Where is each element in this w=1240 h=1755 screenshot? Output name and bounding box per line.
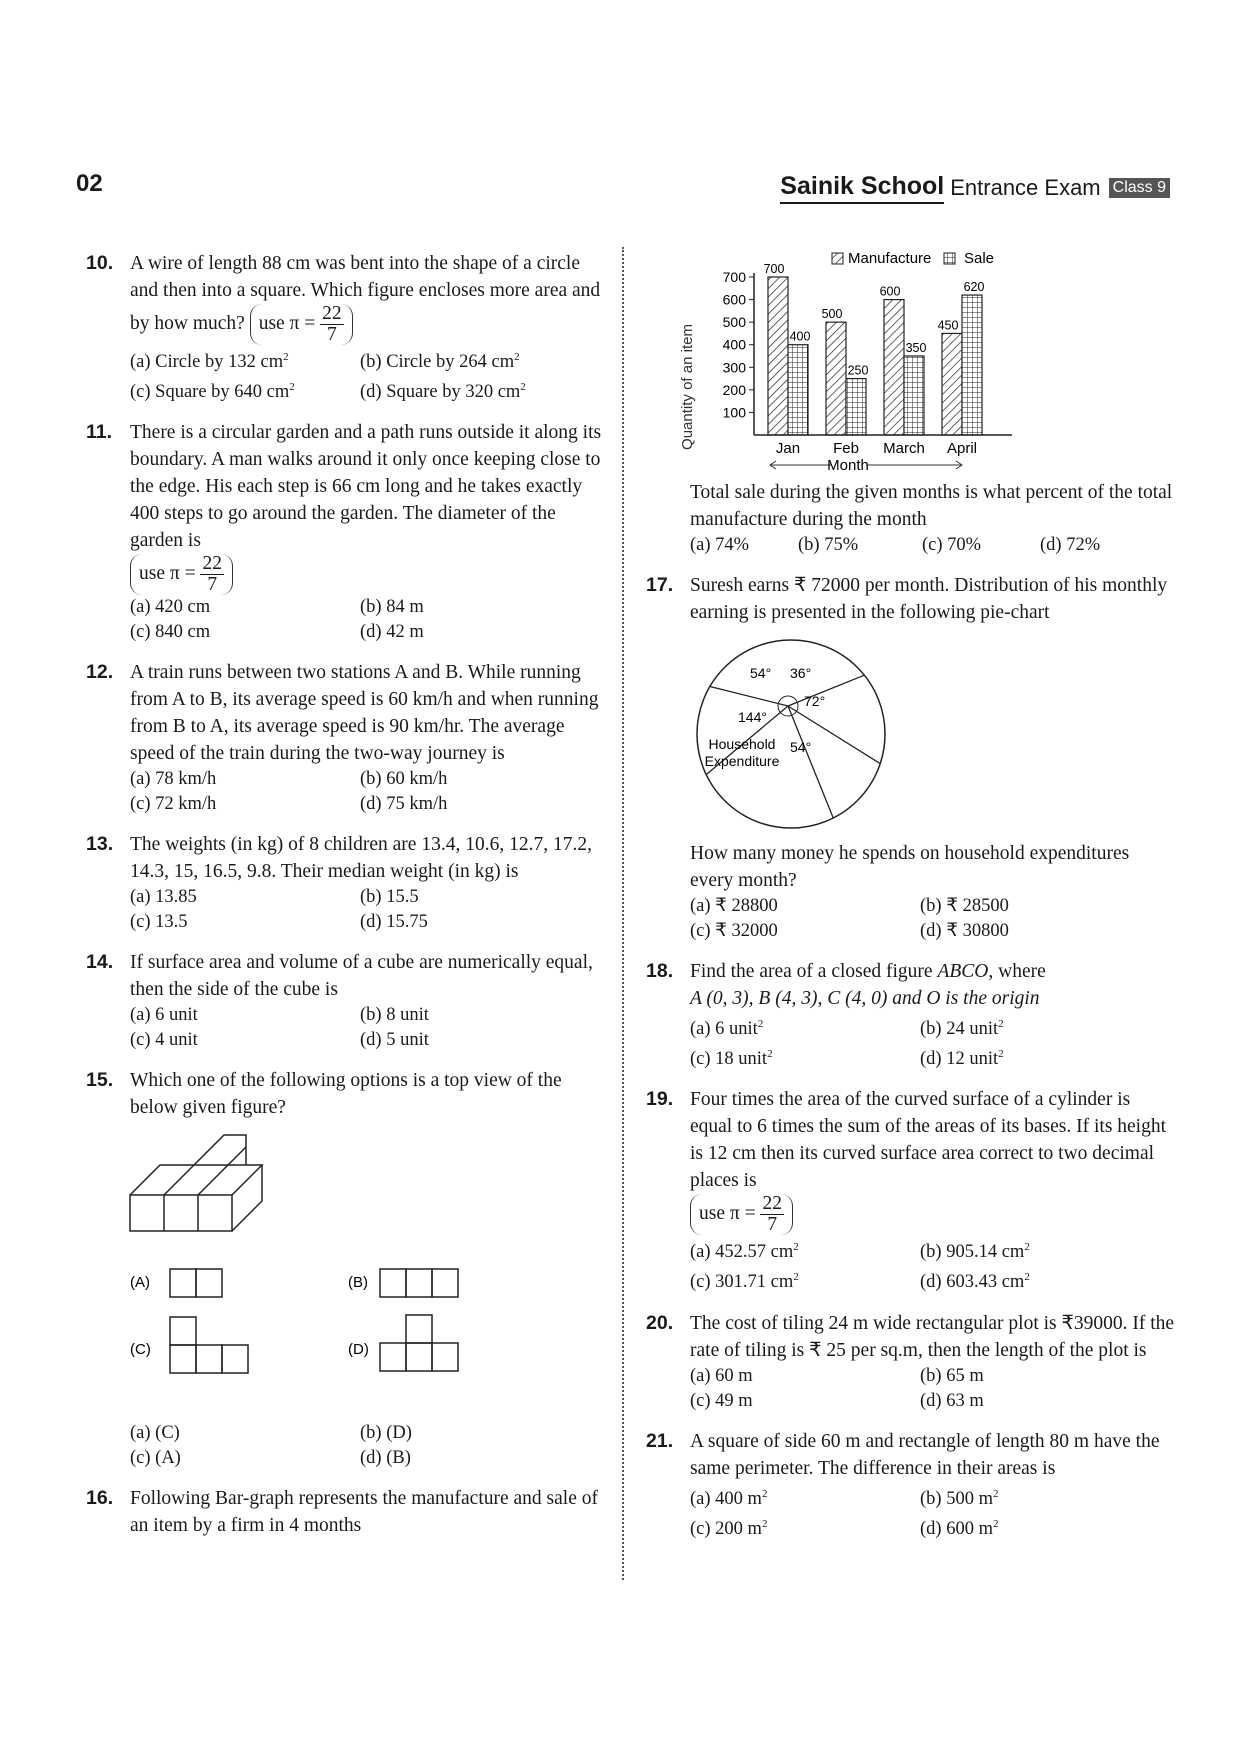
option-b: (b) ₹ 28500 (920, 896, 1009, 916)
question-text: Following Bar-graph represents the manufacture and sale of an item by a firm in 4 months (130, 1488, 598, 1537)
superscript: 2 (1024, 1241, 1030, 1254)
question-16 (86, 1485, 606, 1539)
data-label: 250 (847, 363, 869, 378)
legend-sale: Sale (964, 250, 995, 267)
bar-sale-april (962, 295, 982, 435)
y-tick-label: 300 (722, 359, 746, 376)
bar-sale-feb (846, 379, 866, 435)
pie-chart (686, 634, 916, 834)
running-header (780, 172, 1170, 204)
pi-label: use π = (699, 1203, 756, 1225)
option-label-b: (B) (348, 1274, 368, 1292)
option-a: (a) 74% (690, 535, 750, 555)
option-c: (c) ₹ 32000 (690, 921, 778, 941)
options (130, 1421, 606, 1471)
pi-hint (130, 554, 233, 595)
superscript: 2 (289, 381, 295, 394)
option-text: (a) Circle by 132 cm (130, 352, 284, 373)
option-c (690, 1265, 920, 1295)
bar-manufacture-march (884, 300, 904, 435)
pie-slice-boundary (788, 706, 833, 818)
option-figure-a (170, 1269, 222, 1297)
option-b (920, 1235, 1150, 1265)
superscript: 2 (757, 1018, 764, 1030)
figure-name: ABCO (937, 961, 989, 982)
legend-swatch-manufacture (832, 253, 843, 264)
header-class-badge: Class 9 (1109, 178, 1170, 198)
question-number: 11. (86, 421, 113, 444)
options (130, 595, 606, 645)
top-view-figure (120, 1121, 600, 1421)
page-number: 02 (76, 170, 103, 197)
option-d: (d) 72% (1040, 535, 1101, 555)
slice-label-household: Household (708, 736, 776, 752)
question-number: 18. (646, 960, 674, 982)
options (690, 1235, 1176, 1295)
data-label: 600 (879, 284, 901, 299)
superscript: 2 (520, 381, 526, 394)
superscript: 2 (283, 351, 289, 363)
option-figure-c (170, 1317, 248, 1373)
option-d: (d) 63 m (920, 1390, 984, 1411)
option-text: (c) 18 unit (690, 1049, 768, 1070)
x-tick-label: Feb (833, 440, 859, 457)
pie-slice-boundary (710, 687, 788, 706)
pi-fraction (760, 1194, 784, 1235)
question-text: The weights (in kg) of 8 children are 13.4, 10.6, 12.7, 17.2, 14.3, 15, 16.5, 9.8. Their median weight (in kg) is (130, 834, 592, 883)
options (690, 1364, 1176, 1414)
angle-label-54-bottom: 54° (790, 739, 812, 755)
y-tick-label: 100 (722, 404, 746, 421)
fraction-denominator: 7 (207, 574, 218, 596)
pi-fraction (320, 304, 344, 345)
question-13 (86, 831, 606, 935)
option-a (690, 1482, 920, 1512)
right-column (646, 247, 1176, 1556)
option-a: (a) 13.85 (130, 887, 197, 908)
question-20 (646, 1310, 1176, 1414)
y-tick-label: 600 (722, 291, 746, 308)
question-number: 16. (86, 1487, 114, 1510)
question-number: 20. (646, 1311, 674, 1334)
option-a: (a) 420 cm (130, 597, 211, 618)
option-text: (a) 6 unit (690, 1019, 758, 1040)
y-tick-label: 400 (722, 336, 746, 353)
option-text: (d) 12 unit (920, 1049, 999, 1070)
option-b: (b) 75% (798, 535, 859, 555)
question-number: 15. (86, 1069, 114, 1092)
data-label: 500 (821, 307, 843, 322)
option-a: (a) 78 km/h (130, 769, 217, 790)
bar-manufacture-jan (768, 277, 788, 435)
options (690, 1482, 1176, 1542)
superscript: 2 (761, 1517, 768, 1530)
question-19 (646, 1086, 1176, 1295)
question-text: There is a circular garden and a path runs outside it along its boundary. A man walks around it only once keeping close to the edge. His each step is 66 cm long and he takes exactly 400 steps to go around the garden. The diameter of the garden is (130, 422, 602, 552)
option-b: (b) 84 m (360, 597, 424, 618)
legend-swatch-sale (944, 253, 955, 264)
left-column (86, 250, 606, 1553)
y-axis-label: Quantity of an item (679, 324, 696, 450)
data-label: 450 (937, 318, 959, 333)
option-text: (a) 452.57 cm (690, 1242, 794, 1263)
option-b (360, 345, 590, 375)
question-text: A square of side 60 m and rectangle of length 80 m have the same perimeter. The difference in their areas is (690, 1430, 1160, 1479)
isometric-block-figure (130, 1135, 262, 1231)
option-c (130, 375, 360, 405)
option-b: (b) 65 m (920, 1365, 984, 1386)
option-c (690, 1512, 920, 1542)
option-text: (d) 603.43 cm (920, 1272, 1025, 1293)
question-number: 14. (86, 951, 114, 974)
question-number: 13. (86, 833, 114, 856)
option-text: (d) Square by 320 cm (360, 382, 521, 403)
header-brand: Sainik School (780, 172, 944, 204)
question-12 (86, 659, 606, 817)
option-c: (c) 13.5 (130, 912, 188, 933)
option-c: (c) 4 unit (130, 1030, 198, 1051)
option-text: (c) 301.71 cm (690, 1272, 794, 1293)
legend-manufacture: Manufacture (848, 250, 932, 267)
bar-chart (679, 247, 1102, 477)
pi-hint (690, 1194, 793, 1235)
header-exam: Entrance Exam (950, 175, 1101, 200)
question-21 (646, 1428, 1176, 1542)
fraction-denominator: 7 (767, 1214, 778, 1236)
x-axis-label: Month (827, 457, 869, 474)
question-points: A (0, 3), B (4, 3), C (4, 0) and O is the origin (690, 988, 1040, 1009)
option-c: (c) (A) (130, 1448, 181, 1469)
question-text: Suresh earns ₹ 72000 per month. Distribution of his monthly earning is presented in the following pie-chart (690, 575, 1168, 623)
y-tick-label: 500 (722, 314, 746, 331)
superscript: 2 (998, 1048, 1004, 1061)
option-a: (a) (C) (130, 1423, 180, 1444)
question-10 (86, 250, 606, 405)
option-label-d: (D) (348, 1341, 369, 1359)
fraction-numerator: 22 (762, 1193, 782, 1215)
superscript: 2 (793, 1271, 799, 1284)
option-d: (d) 75 km/h (360, 794, 448, 815)
option-b: (b) 8 unit (360, 1005, 429, 1026)
question-text: A wire of length 88 cm was bent into the shape of a circle and then into a square. Which figure encloses more area and by how much? (130, 253, 601, 334)
question-text-2: How many money he spends on household expenditures every month? (690, 843, 1130, 891)
superscript: 2 (992, 1517, 999, 1530)
option-d: (d) 15.75 (360, 912, 428, 933)
text-part: , where (988, 961, 1046, 982)
superscript: 2 (767, 1048, 773, 1061)
option-d (920, 1265, 1150, 1295)
question-16-continued (646, 479, 1176, 558)
question-text (690, 958, 1176, 985)
angle-label-54-top: 54° (750, 665, 772, 681)
angle-label-72: 72° (804, 693, 826, 709)
question-number: 19. (646, 1088, 674, 1111)
options (690, 894, 1176, 944)
option-d (920, 1512, 1150, 1542)
question-text: A train runs between two stations A and B. While running from A to B, its average speed is 60 km/h and when running from B to A, its average speed is 90 km/hr. The average speed of the train during the two-way journey is (130, 662, 599, 765)
option-text: (b) 500 m (920, 1488, 993, 1509)
data-label: 350 (905, 341, 927, 355)
option-a (690, 1012, 920, 1042)
text-part: Find the area of a closed figure (690, 961, 938, 982)
y-tick-label: 700 (722, 269, 746, 285)
option-text: (b) 24 unit (920, 1019, 999, 1040)
data-label: 620 (963, 280, 985, 295)
bar-layer (764, 262, 985, 435)
option-a: (a) ₹ 28800 (690, 896, 778, 916)
option-d (360, 375, 590, 405)
option-label-c: (C) (130, 1341, 151, 1359)
data-label: 400 (789, 329, 811, 344)
pi-label: use π = (258, 312, 316, 334)
question-14 (86, 949, 606, 1053)
question-number: 12. (86, 661, 114, 684)
option-b (920, 1482, 1150, 1512)
chart-legend (832, 250, 994, 267)
pi-hint (250, 304, 353, 345)
question-text: The cost of tiling 24 m wide rectangular plot is ₹39000. If the rate of tiling is ₹ 25 per sq.m, then the length of the plot is (690, 1312, 1175, 1361)
superscript: 2 (793, 1241, 799, 1254)
option-figure-d (380, 1315, 458, 1371)
superscript: 2 (514, 351, 520, 363)
column-divider (622, 247, 624, 1580)
x-tick-label: April (946, 440, 978, 457)
options (690, 533, 1176, 558)
option-c: (c) 72 km/h (130, 794, 217, 815)
option-a: (a) 60 m (690, 1365, 753, 1386)
pi-fraction (200, 554, 224, 595)
x-tick-label: Jan (775, 440, 801, 457)
option-a: (a) 6 unit (130, 1005, 198, 1026)
question-18 (646, 958, 1176, 1072)
x-tick-label: March (883, 440, 925, 457)
option-d (920, 1042, 1150, 1072)
question-text: Which one of the following options is a top view of the below given figure? (130, 1070, 562, 1119)
option-c: (c) 49 m (690, 1390, 753, 1411)
question-11 (86, 419, 606, 645)
option-a (130, 345, 360, 375)
option-text: (b) Circle by 264 cm (360, 352, 515, 373)
option-c (690, 1042, 920, 1072)
option-d: (d) ₹ 30800 (920, 921, 1009, 941)
option-b: (b) 15.5 (360, 887, 419, 908)
option-text: (c) 200 m (690, 1518, 762, 1539)
y-tick-label: 200 (722, 381, 746, 398)
option-c: (c) 840 cm (130, 622, 211, 643)
options (130, 885, 606, 935)
option-text: (a) 400 m (690, 1488, 762, 1509)
question-number: 10. (86, 252, 114, 274)
question-text: If surface area and volume of a cube are numerically equal, then the side of the cube is (130, 952, 593, 1001)
option-b (920, 1012, 1150, 1042)
option-b: (b) (D) (360, 1423, 412, 1444)
option-d: (d) 5 unit (360, 1030, 429, 1051)
x-axis-title (770, 457, 962, 474)
bar-manufacture-feb (826, 322, 846, 435)
option-b: (b) 60 km/h (360, 769, 448, 790)
data-label: 700 (763, 262, 785, 276)
pi-label: use π = (139, 563, 196, 585)
options (130, 345, 606, 405)
question-text: Four times the area of the curved surface of a cylinder is equal to 6 times the sum of the areas of its bases. If its height is 12 cm then its curved surface area correct to two decimal places is (690, 1089, 1167, 1192)
question-17 (646, 572, 1176, 944)
option-d: (d) 42 m (360, 622, 424, 643)
fraction-numerator: 22 (202, 553, 222, 575)
question-number: 17. (646, 574, 674, 596)
bar-sale-jan (788, 345, 808, 435)
bar-manufacture-april (942, 333, 962, 435)
superscript: 2 (761, 1487, 768, 1500)
options (690, 1012, 1176, 1072)
option-text: (b) 905.14 cm (920, 1242, 1025, 1263)
fraction-numerator: 22 (322, 303, 342, 324)
superscript: 2 (1024, 1271, 1030, 1284)
options (130, 767, 606, 817)
fraction-denominator: 7 (327, 324, 337, 345)
option-d: (d) (B) (360, 1448, 411, 1469)
question-number: 21. (646, 1429, 674, 1452)
option-text: (d) 600 m (920, 1518, 993, 1539)
option-text: (c) Square by 640 cm (130, 382, 290, 403)
angle-label-144: 144° (738, 709, 767, 725)
question-15 (86, 1067, 606, 1471)
bar-sale-march (904, 356, 924, 435)
option-label-a: (A) (130, 1274, 150, 1292)
option-a (690, 1235, 920, 1265)
slice-label-expenditure: Expenditure (704, 753, 780, 769)
option-c: (c) 70% (922, 535, 982, 555)
question-text: Total sale during the given months is what percent of the total manufacture during the month (690, 482, 1173, 530)
options (130, 1003, 606, 1053)
superscript: 2 (992, 1487, 999, 1500)
superscript: 2 (998, 1018, 1004, 1030)
option-figure-b (380, 1269, 458, 1297)
angle-label-36: 36° (790, 665, 812, 681)
